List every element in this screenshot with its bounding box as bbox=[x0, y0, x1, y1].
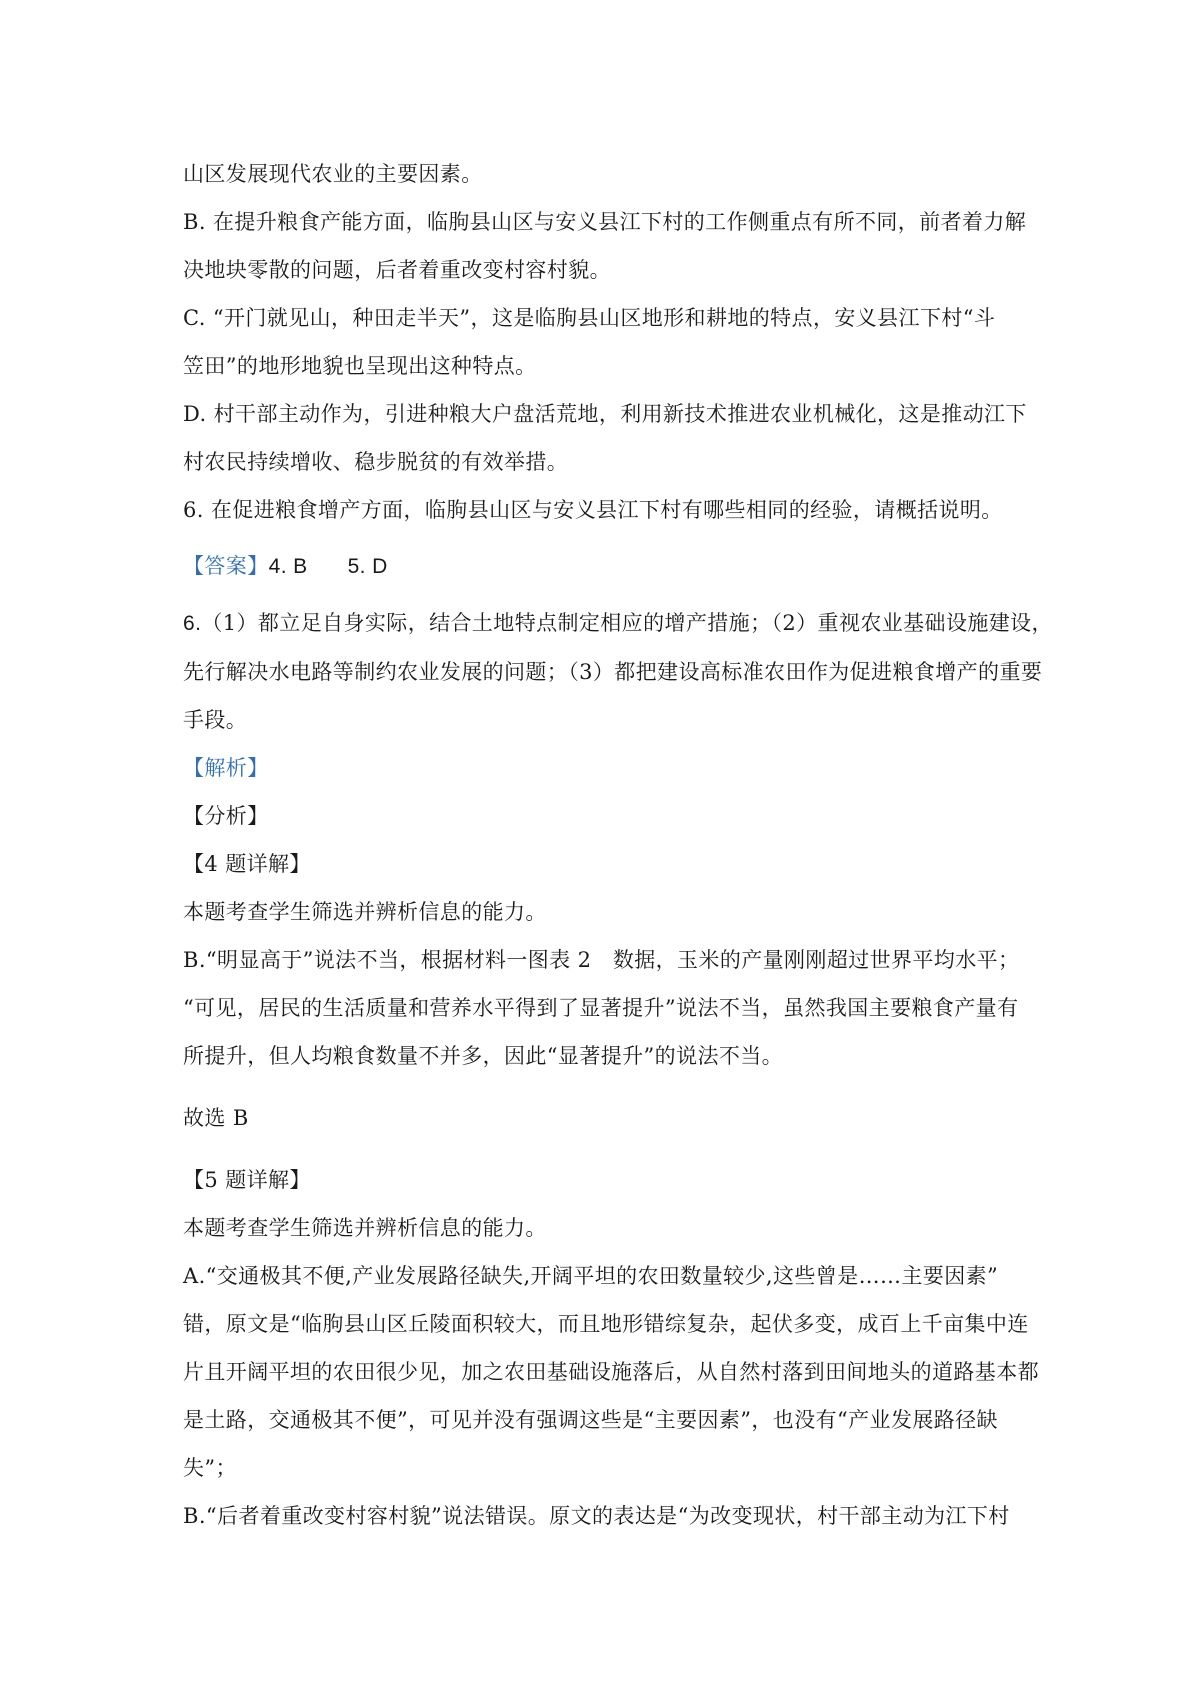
answer-6-line bbox=[183, 599, 1053, 648]
question-6-line: 6. 在促进粮食增产方面，临朐县山区与安义县江下村有哪些相同的经验，请概括说明。 bbox=[183, 498, 1003, 522]
question-4-conclusion: 故选 B bbox=[183, 1106, 249, 1130]
question-5-heading: 【5 题详解】 bbox=[183, 1168, 311, 1192]
question-4-paragraph: “可见，居民的生活质量和营养水平得到了显著提升”说法不当，虽然我国主要粮食产量有 bbox=[183, 996, 1019, 1020]
question-4-paragraph: 本题考查学生筛选并辨析信息的能力。 bbox=[183, 900, 547, 924]
analysis-heading: 【分析】 bbox=[183, 804, 269, 828]
question-4-paragraph: B.“明显高于”说法不当，根据材料一图表 2 数据，玉米的产量刚刚超过世界平均水平； bbox=[183, 948, 1020, 972]
answer-tag: 【答案】 bbox=[183, 554, 269, 578]
question-4-heading: 【4 题详解】 bbox=[183, 852, 311, 876]
answer-line bbox=[183, 542, 1035, 591]
question-5-paragraph: 片且开阔平坦的农田很少见，加之农田基础设施落后，从自然村落到田间地头的道路基本都 bbox=[183, 1360, 1039, 1384]
question-5-paragraph: 本题考查学生筛选并辨析信息的能力。 bbox=[183, 1216, 547, 1240]
answer-6-text: （1）都立足自身实际，结合土地特点制定相应的增产措施；（2）重视农业基础设施建设， bbox=[201, 611, 1053, 635]
option-d-line-cont: 村农民持续增收、稳步脱贫的有效举措。 bbox=[183, 450, 569, 474]
option-b-line-cont: 决地块零散的问题，后者着重改变村容村貌。 bbox=[183, 258, 611, 282]
question-line: 山区发展现代农业的主要因素。 bbox=[183, 162, 483, 186]
option-c-line: C. “开门就见山，种田走半天”，这是临朐县山区地形和耕地的特点，安义县江下村“斗 bbox=[183, 306, 996, 330]
option-d-line: D. 村干部主动作为，引进种粮大户盘活荒地，利用新技术推进农业机械化，这是推动江下 bbox=[183, 402, 1027, 426]
question-5-paragraph: 失”； bbox=[183, 1456, 237, 1480]
answer-5: 5. D bbox=[347, 555, 388, 578]
option-b-line: B. 在提升粮食产能方面，临朐县山区与安义县江下村的工作侧重点有所不同，前者着力解 bbox=[183, 210, 1027, 234]
analysis-tag: 【解析】 bbox=[183, 756, 269, 780]
option-c-line-cont: 笠田”的地形地貌也呈现出这种特点。 bbox=[183, 354, 537, 378]
answer-6-line-end: 手段。 bbox=[183, 708, 248, 732]
question-5-paragraph: A.“交通极其不便,产业发展路径缺失,开阔平坦的农田数量较少,这些曾是……主要因素” bbox=[183, 1264, 999, 1288]
question-5-paragraph: B.“后者着重改变村容村貌”说法错误。原文的表达是“为改变现状，村干部主动为江下村 bbox=[183, 1504, 1010, 1528]
question-4-paragraph: 所提升，但人均粮食数量不并多，因此“显著提升”的说法不当。 bbox=[183, 1044, 784, 1068]
question-5-paragraph: 错，原文是“临朐县山区丘陵面积较大，而且地形错综复杂，起伏多变，成百上千亩集中连 bbox=[183, 1312, 1029, 1336]
answer-6-number: 6. bbox=[183, 612, 202, 635]
document-page bbox=[183, 150, 1053, 1540]
answer-4: 4. B bbox=[268, 555, 308, 578]
answer-6-line-cont: 先行解决水电路等制约农业发展的问题；（3）都把建设高标准农田作为促进粮食增产的重要 bbox=[183, 660, 1043, 684]
question-5-paragraph: 是土路，交通极其不便”，可见并没有强调这些是“主要因素”，也没有“产业发展路径缺 bbox=[183, 1408, 998, 1432]
